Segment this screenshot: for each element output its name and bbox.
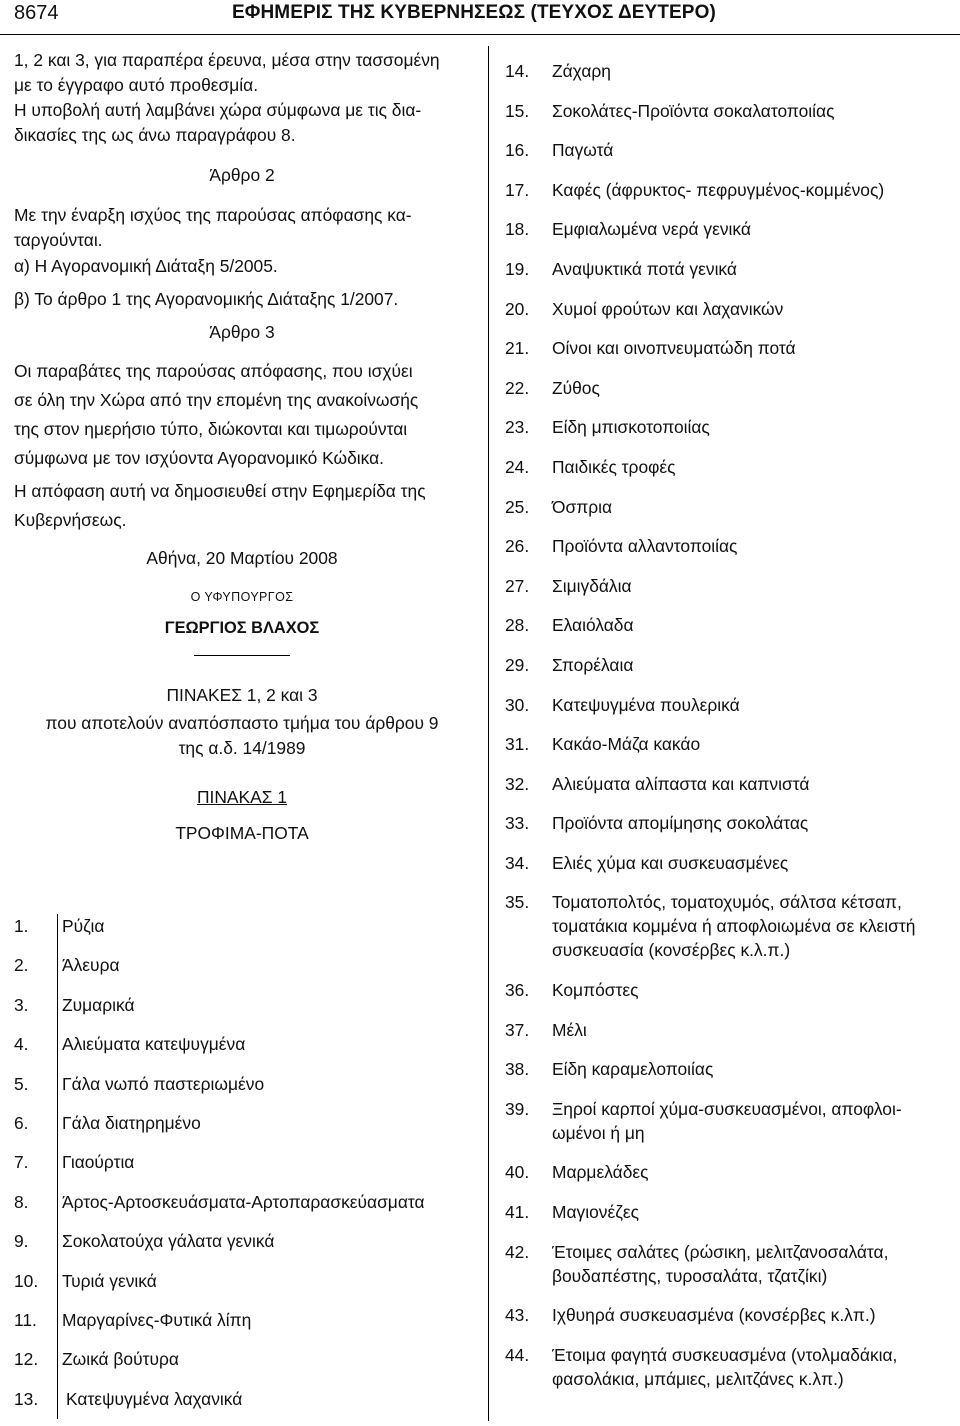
item-number: 40. (505, 1162, 530, 1183)
item-text: Ρύζια (62, 916, 105, 936)
article-3-text: Οι παραβάτες της παρούσας απόφασης, που ισχύει (14, 361, 413, 381)
item-number: 34. (505, 852, 530, 873)
item-number: 14. (505, 61, 530, 81)
item-text: Προϊόντα απομίμησης σοκολάτας (552, 813, 809, 834)
article-2-text: Με την έναρξη ισχύος της παρούσας απόφασης κα- (14, 205, 412, 225)
list-item (505, 99, 951, 123)
list-item (505, 613, 951, 637)
list-item (505, 772, 951, 796)
item-number: 18. (505, 219, 530, 240)
list-item (505, 178, 951, 202)
item-text: Ελιές χύμα και συσκευασμένες (552, 852, 789, 873)
item-number: 7. (14, 1152, 29, 1173)
item-text: Άρτος-Αρτοσκευάσματα-Αρτοπαρασκεύασματα (62, 1191, 425, 1212)
journal-title: ΕΦΗΜΕΡΙΣ ΤΗΣ ΚΥΒΕΡΝΗΣΕΩΣ (ΤΕΥΧΟΣ ΔΕΥΤΕΡΟ) (232, 2, 716, 23)
item-number: 23. (505, 417, 530, 438)
item-number: 20. (505, 298, 530, 319)
intro-line: δικασίες της ως άνω παραγράφου 8. (14, 125, 296, 145)
item-number: 29. (505, 654, 530, 675)
article-2-item-b: β) Το άρθρο 1 της Αγορανομικής Διάταξης 1/2007. (14, 289, 399, 309)
list-item (505, 1057, 951, 1081)
item-number: 32. (505, 773, 530, 794)
publication-order: Κυβερνήσεως. (14, 510, 127, 530)
item-text: Προϊόντα αλλαντοποιίας (552, 536, 738, 557)
item-number: 24. (505, 456, 530, 477)
item-text: Άλευρα (62, 955, 120, 976)
item-text: Τυριά γενικά (62, 1270, 157, 1291)
item-number: 41. (505, 1202, 530, 1223)
list-item (505, 336, 951, 360)
item-number: 38. (505, 1059, 530, 1080)
table-1-title: ΠΙΝΑΚΑΣ 1 (196, 787, 287, 807)
item-text: Ζύθος (552, 377, 600, 398)
list-item (14, 1387, 470, 1426)
tables-heading: που αποτελούν αναπόσπαστο τμήμα του άρθρου 9 (45, 713, 439, 733)
article-3-text: σε όλη την Χώρα από την επομένη της ανακοίνωσής (14, 390, 419, 410)
item-text: Σπορέλαια (552, 654, 634, 675)
list-item (505, 653, 951, 677)
item-number: 6. (14, 1112, 29, 1133)
item-number: 11. (14, 1309, 37, 1330)
item-text: Μαρμελάδες (552, 1162, 649, 1183)
date-place: Αθήνα, 20 Μαρτίου 2008 (146, 548, 338, 568)
article-2-item-a: α) Η Αγορανομική Διάταξη 5/2005. (14, 256, 278, 276)
item-number: 15. (505, 100, 530, 121)
item-text: Κατεψυγμένα λαχανικά (66, 1388, 243, 1409)
item-number: 1. (14, 916, 29, 936)
list-item (505, 1303, 951, 1327)
signer-name: ΓΕΩΡΓΙΟΣ ΒΛΑΧΟΣ (164, 619, 320, 637)
list-item (14, 1032, 470, 1071)
item-text: Αναψυκτικά ποτά γενικά (552, 258, 737, 279)
item-number: 33. (505, 813, 530, 834)
list-item (505, 59, 951, 83)
table-1-subtitle: ΤΡΟΦΙΜΑ-ΠΟΤΑ (175, 823, 309, 843)
list-item (14, 1347, 470, 1386)
item-number: 30. (505, 694, 530, 715)
item-text: Είδη καραμελοποιίας (552, 1059, 714, 1080)
item-number: 5. (14, 1073, 29, 1094)
item-text: Έτοιμες σαλάτες (ρώσικη, μελιτζανοσαλάτα, βουδαπέστης, τυροσαλάτα, τζατζίκι) (552, 1241, 889, 1286)
page-header (0, 0, 960, 40)
item-text: Καφές (άφρυκτος- πεφρυγμένος-κομμένος) (552, 179, 885, 200)
list-item (14, 914, 470, 953)
left-column (14, 48, 470, 846)
item-number: 39. (505, 1098, 530, 1119)
list-item (14, 1308, 470, 1347)
separator-line (194, 655, 290, 656)
article-3-text: σύμφωνα με τον ισχύοντα Αγορανομικό Κώδικα. (14, 448, 384, 468)
item-number: 28. (505, 615, 530, 636)
item-number: 25. (505, 496, 530, 517)
item-number: 44. (505, 1344, 530, 1365)
item-text: Εμφιαλωμένα νερά γενικά (552, 219, 751, 240)
item-number: 42. (505, 1241, 530, 1262)
article-2-text: ταργούνται. (14, 230, 103, 250)
item-text: Αλιεύματα αλίπαστα και καπνιστά (552, 773, 810, 794)
list-item (14, 1111, 470, 1150)
list-item (505, 376, 951, 400)
item-number: 16. (505, 140, 530, 161)
publication-order: Η απόφαση αυτή να δημοσιευθεί στην Εφημερίδα της (14, 481, 426, 501)
item-number: 4. (14, 1034, 29, 1055)
item-text: Ιχθυηρά συσκευασμένα (κονσέρβες κ.λπ.) (552, 1305, 876, 1326)
item-text: Είδη μπισκοτοποιίας (552, 417, 710, 438)
list-item (505, 1097, 951, 1145)
item-text: Παιδικές τροφές (552, 456, 676, 477)
list-item (505, 138, 951, 162)
item-text: Τοματοπολτός, τοματοχυμός, σάλτσα κέτσαπ, τοματάκια κομμένα ή αποφλοιωμένα σε κλειστή συσκευασία (κονσέρβες κ.λ.π.) (552, 892, 916, 961)
item-number: 9. (14, 1231, 29, 1252)
item-number: 22. (505, 377, 530, 398)
list-item (505, 851, 951, 875)
tables-heading: ΠΙΝΑΚΕΣ 1, 2 και 3 (166, 685, 318, 705)
tables-heading: της α.δ. 14/1989 (178, 738, 306, 758)
list-item (14, 1229, 470, 1268)
list-item (505, 1343, 951, 1391)
page-number: 8674 (14, 2, 59, 24)
list-item (505, 257, 951, 281)
item-number: 10. (14, 1270, 39, 1291)
list-item (14, 1072, 470, 1111)
item-text: Γάλα νωπό παστεριωμένο (62, 1073, 265, 1094)
item-text: Σοκολάτες-Προϊόντα σοκαλατοποιίας (552, 100, 835, 121)
list-item (14, 1190, 470, 1229)
intro-line: 1, 2 και 3, για παραπέρα έρευνα, μέσα στην τασσομένη (14, 50, 440, 70)
list-item (505, 297, 951, 321)
list-item (505, 1200, 951, 1224)
item-number: 37. (505, 1019, 530, 1040)
intro-line: με το έγγραφο αυτό προθεσμία. (14, 75, 259, 95)
item-text: Χυμοί φρούτων και λαχανικών (552, 298, 784, 319)
intro-line: Η υποβολή αυτή λαμβάνει χώρα σύμφωνα με τις δια- (14, 100, 422, 120)
item-text: Κατεψυγμένα πουλερικά (552, 694, 740, 715)
item-number: 31. (505, 734, 530, 755)
item-number: 35. (505, 892, 530, 913)
item-number: 17. (505, 179, 530, 200)
article-3-text: της στον ημερήσιο τύπο, διώκονται και τιμωρούνται (14, 419, 408, 439)
list-item (505, 495, 951, 519)
signer-title: Ο ΥΦΥΠΟΥΡΓΟΣ (190, 590, 294, 604)
list-item (14, 993, 470, 1032)
item-text: Μαγιονέζες (552, 1202, 640, 1223)
list-item (505, 1018, 951, 1042)
list-item (14, 1269, 470, 1308)
list-item (14, 1150, 470, 1189)
article-2-title: Άρθρο 2 (209, 165, 275, 185)
column-divider (488, 46, 489, 1421)
item-text: Γιαούρτια (62, 1152, 135, 1173)
items-list-left (14, 914, 470, 1426)
item-number: 2. (14, 955, 29, 976)
item-text: Μέλι (552, 1019, 587, 1040)
item-text: Οίνοι και οινοπνευματώδη ποτά (552, 338, 796, 359)
item-text: Ελαιόλαδα (552, 615, 634, 636)
item-number: 43. (505, 1305, 530, 1326)
item-number: 8. (14, 1191, 29, 1212)
item-text: Σοκολατούχα γάλατα γενικά (62, 1231, 275, 1252)
item-number: 3. (14, 994, 29, 1015)
item-number: 21. (505, 338, 530, 359)
item-text: Μαργαρίνες-Φυτικά λίπη (62, 1309, 252, 1330)
list-item (505, 811, 951, 835)
item-text: Ζωικά βούτυρα (62, 1349, 179, 1370)
item-number: 27. (505, 575, 530, 596)
list-item (505, 693, 951, 717)
list-item (14, 953, 470, 992)
list-item (505, 1240, 951, 1288)
item-text: Ξηροί καρποί χύμα-συσκευασμένοι, αποφλοι- ωμένοι ή μη (552, 1098, 902, 1143)
items-list-right (505, 59, 951, 1391)
list-item (505, 732, 951, 756)
article-3-title: Άρθρο 3 (209, 322, 275, 342)
header-rule (0, 34, 960, 35)
item-number: 19. (505, 258, 530, 279)
item-number: 26. (505, 536, 530, 557)
list-item (505, 455, 951, 479)
list-item (505, 574, 951, 598)
item-text: Ζυμαρικά (62, 994, 135, 1015)
item-text: Ζάχαρη (552, 61, 611, 81)
item-text: Κακάο-Μάζα κακάο (552, 734, 701, 755)
item-text: Κομπόστες (552, 980, 639, 1001)
item-number: 36. (505, 980, 530, 1001)
item-number: 12. (14, 1349, 39, 1370)
item-text: Όσπρια (552, 496, 613, 517)
item-text: Αλιεύματα κατεψυγμένα (62, 1034, 246, 1055)
item-text: Σιμιγδάλια (552, 575, 632, 596)
list-item (505, 534, 951, 558)
list-item (505, 1160, 951, 1184)
list-item (505, 415, 951, 439)
item-number: 13. (14, 1388, 39, 1409)
list-item (505, 890, 951, 962)
item-text: Γάλα διατηρημένο (62, 1112, 201, 1133)
item-text: Παγωτά (552, 140, 614, 161)
list-item (505, 978, 951, 1002)
item-text: Έτοιμα φαγητά συσκευασμένα (ντολμαδάκια, φασολάκια, μπάμιες, μελιτζάνες κ.λπ.) (552, 1344, 898, 1389)
list-item (505, 217, 951, 241)
